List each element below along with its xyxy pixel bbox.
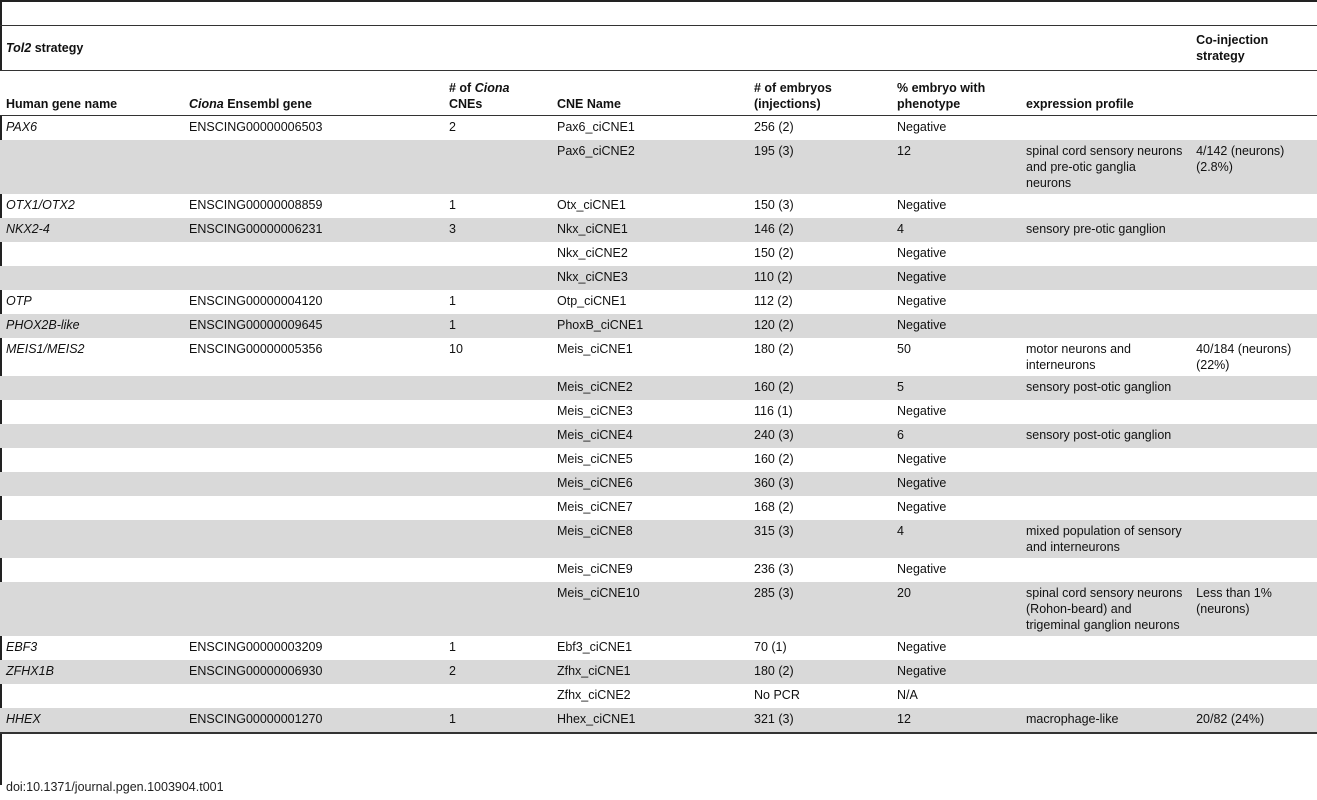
- coinjection-cell: [1190, 684, 1317, 708]
- human-gene-cell: [0, 558, 183, 582]
- col-embryos: # of embryos (injections): [748, 71, 891, 116]
- embryos-cell: 70 (1): [754, 640, 787, 654]
- cne-count-cell: [443, 376, 551, 400]
- expression-cell: mixed population of sensory and interneurons: [1020, 520, 1190, 558]
- expression-cell: [1020, 116, 1190, 141]
- human-gene-cell: [0, 582, 183, 636]
- expression-cell: [1020, 242, 1190, 266]
- table-row: [0, 400, 1317, 424]
- cne-name-cell: Meis_ciCNE2: [551, 376, 748, 400]
- percent-cell: Negative: [897, 500, 947, 514]
- human-gene-cell: PHOX2B-like: [0, 314, 183, 338]
- cne-count-cell: [443, 496, 551, 520]
- human-gene-cell: [0, 400, 183, 424]
- coinjection-cell: [1190, 660, 1317, 684]
- human-gene-cell: [0, 520, 183, 558]
- table-row: [0, 636, 1317, 660]
- embryos-cell: 240 (3): [748, 424, 891, 448]
- cne-count-cell: 2: [443, 660, 551, 684]
- ensembl-gene-cell: ENSCING00000008859: [189, 198, 323, 212]
- ensembl-gene-cell: ENSCING00000005356: [189, 342, 323, 356]
- embryos-cell: 120 (2): [748, 314, 891, 338]
- embryos-cell: 256 (2): [754, 120, 794, 134]
- percent-cell: Negative: [891, 314, 1020, 338]
- coinjection-cell: [1190, 376, 1317, 400]
- percent-cell: N/A: [897, 688, 918, 702]
- embryos-cell: 315 (3): [748, 520, 891, 558]
- ensembl-gene-cell: [183, 684, 443, 708]
- percent-cell: Negative: [897, 198, 947, 212]
- percent-cell: Negative: [897, 452, 947, 466]
- coinjection-cell: [1190, 424, 1317, 448]
- cne-count-cell: [443, 472, 551, 496]
- embryos-cell: 112 (2): [754, 294, 793, 308]
- cne-count-cell: [443, 424, 551, 448]
- table-row: [0, 218, 1317, 242]
- expression-cell: [1020, 496, 1190, 520]
- cne-count-cell: 10: [449, 342, 463, 356]
- embryos-cell: 150 (2): [754, 246, 794, 260]
- cne-name-cell: Ebf3_ciCNE1: [557, 640, 633, 654]
- human-gene-cell: MEIS1/MEIS2: [6, 342, 85, 356]
- cne-count-cell: [443, 400, 551, 424]
- ensembl-gene-cell: ENSCING00000004120: [189, 294, 323, 308]
- percent-cell: Negative: [891, 472, 1020, 496]
- cne-name-cell: Meis_ciCNE4: [551, 424, 748, 448]
- table-row: [0, 338, 1317, 376]
- expression-cell: [1020, 266, 1190, 290]
- coinjection-cell: Less than 1% (neurons): [1190, 582, 1317, 636]
- table-row: [0, 448, 1317, 472]
- percent-cell: Negative: [897, 562, 947, 576]
- expression-cell: [1020, 472, 1190, 496]
- embryos-cell: 236 (3): [754, 562, 794, 576]
- ensembl-gene-cell: ENSCING00000001270: [183, 708, 443, 733]
- ensembl-gene-cell: [183, 448, 443, 472]
- coinjection-cell: 40/184 (neurons) (22%): [1196, 342, 1292, 372]
- embryos-cell: 180 (2): [748, 660, 891, 684]
- expression-cell: [1020, 448, 1190, 472]
- cne-name-cell: Meis_ciCNE6: [551, 472, 748, 496]
- cne-count-cell: 1: [443, 314, 551, 338]
- human-gene-cell: [0, 496, 183, 520]
- human-gene-cell: OTX1/OTX2: [6, 198, 75, 212]
- ensembl-gene-cell: [183, 582, 443, 636]
- coinjection-cell: [1190, 290, 1317, 314]
- table-body: [0, 116, 1317, 734]
- percent-cell: Negative: [897, 640, 947, 654]
- percent-cell: Negative: [897, 120, 947, 134]
- col-coinjection: [1190, 71, 1317, 116]
- coinjection-cell: [1190, 496, 1317, 520]
- coinjection-cell: [1190, 242, 1317, 266]
- cne-count-cell: 2: [449, 120, 456, 134]
- table-row: [0, 582, 1317, 636]
- strategy-header-row: [0, 26, 1317, 71]
- cne-count-cell: 1: [449, 640, 456, 654]
- col-expression: expression profile: [1020, 71, 1190, 116]
- table-row: [0, 424, 1317, 448]
- coinjection-cell: [1190, 520, 1317, 558]
- tol2-strategy-header: Tol2 strategy: [0, 26, 1190, 71]
- ensembl-gene-cell: ENSCING00000006930: [183, 660, 443, 684]
- col-cne-name: CNE Name: [551, 71, 748, 116]
- embryos-cell: 168 (2): [754, 500, 794, 514]
- expression-cell: [1020, 314, 1190, 338]
- cne-name-cell: Otp_ciCNE1: [557, 294, 627, 308]
- table-row: [0, 708, 1317, 733]
- expression-cell: [1020, 660, 1190, 684]
- coinjection-cell: [1190, 194, 1317, 218]
- human-gene-cell: OTP: [6, 294, 32, 308]
- cne-name-cell: Meis_ciCNE8: [551, 520, 748, 558]
- expression-cell: [1020, 290, 1190, 314]
- cne-name-cell: Pax6_ciCNE2: [551, 140, 748, 194]
- cne-name-cell: Meis_ciCNE3: [557, 404, 633, 418]
- human-gene-cell: HHEX: [0, 708, 183, 733]
- human-gene-cell: PAX6: [6, 120, 38, 134]
- expression-cell: spinal cord sensory neurons and pre-otic ganglia neurons: [1020, 140, 1190, 194]
- cne-count-cell: [443, 266, 551, 290]
- coinjection-header: Co-injection strategy: [1190, 26, 1317, 71]
- cne-name-cell: Hhex_ciCNE1: [551, 708, 748, 733]
- coinjection-cell: [1190, 218, 1317, 242]
- table-row: [0, 496, 1317, 520]
- ensembl-gene-cell: [183, 242, 443, 266]
- human-gene-cell: [0, 140, 183, 194]
- expression-cell: motor neurons and interneurons: [1026, 342, 1131, 372]
- percent-cell: Negative: [891, 266, 1020, 290]
- expression-cell: [1020, 684, 1190, 708]
- expression-cell: sensory post-otic ganglion: [1020, 376, 1190, 400]
- embryos-cell: 160 (2): [748, 376, 891, 400]
- cne-count-cell: [443, 520, 551, 558]
- table-row: [0, 314, 1317, 338]
- expression-cell: sensory pre-otic ganglion: [1020, 218, 1190, 242]
- percent-cell: Negative: [897, 246, 947, 260]
- cne-count-cell: 1: [443, 708, 551, 733]
- percent-cell: Negative: [897, 404, 947, 418]
- table-row: [0, 660, 1317, 684]
- embryos-cell: No PCR: [754, 688, 800, 702]
- ensembl-gene-cell: [183, 424, 443, 448]
- embryos-cell: 360 (3): [748, 472, 891, 496]
- coinjection-cell: [1190, 448, 1317, 472]
- cne-name-cell: Zfhx_ciCNE1: [551, 660, 748, 684]
- cne-name-cell: Meis_ciCNE7: [557, 500, 633, 514]
- percent-cell: 5: [891, 376, 1020, 400]
- expression-cell: macrophage-like: [1020, 708, 1190, 733]
- cne-count-cell: 1: [449, 198, 456, 212]
- cne-name-cell: Nkx_ciCNE2: [557, 246, 628, 260]
- embryos-cell: 116 (1): [754, 404, 793, 418]
- cne-name-cell: Nkx_ciCNE1: [551, 218, 748, 242]
- ensembl-gene-cell: [183, 266, 443, 290]
- table-row: [0, 558, 1317, 582]
- table-row: [0, 266, 1317, 290]
- col-num-cnes: # of Ciona CNEs: [443, 71, 551, 116]
- ensembl-gene-cell: [183, 496, 443, 520]
- table-row: [0, 376, 1317, 400]
- ensembl-gene-cell: [183, 558, 443, 582]
- results-table: [0, 25, 1317, 734]
- expression-cell: [1020, 194, 1190, 218]
- percent-cell: 50: [897, 342, 911, 356]
- percent-cell: Negative: [897, 294, 947, 308]
- expression-cell: spinal cord sensory neurons (Rohon-beard) and trigeminal ganglion neurons: [1020, 582, 1190, 636]
- percent-cell: 12: [891, 140, 1020, 194]
- cne-name-cell: Zfhx_ciCNE2: [557, 688, 631, 702]
- embryos-cell: 146 (2): [748, 218, 891, 242]
- embryos-cell: 285 (3): [748, 582, 891, 636]
- coinjection-cell: [1190, 314, 1317, 338]
- ensembl-gene-cell: [183, 376, 443, 400]
- coinjection-cell: [1190, 636, 1317, 660]
- coinjection-cell: 20/82 (24%): [1190, 708, 1317, 733]
- human-gene-cell: EBF3: [6, 640, 38, 654]
- ensembl-gene-cell: ENSCING00000003209: [189, 640, 323, 654]
- col-percent: % embryo with phenotype: [891, 71, 1020, 116]
- coinjection-cell: [1190, 116, 1317, 141]
- table-row: [0, 194, 1317, 218]
- cne-name-cell: Pax6_ciCNE1: [557, 120, 635, 134]
- expression-cell: sensory post-otic ganglion: [1020, 424, 1190, 448]
- cne-count-cell: [443, 140, 551, 194]
- human-gene-cell: NKX2-4: [0, 218, 183, 242]
- table-row: [0, 140, 1317, 194]
- cne-name-cell: Otx_ciCNE1: [557, 198, 626, 212]
- table-row: [0, 116, 1317, 141]
- cne-name-cell: Meis_ciCNE5: [557, 452, 633, 466]
- coinjection-cell: 4/142 (neurons) (2.8%): [1190, 140, 1317, 194]
- cne-name-cell: Nkx_ciCNE3: [551, 266, 748, 290]
- percent-cell: 4: [891, 218, 1020, 242]
- ensembl-gene-cell: ENSCING00000006503: [189, 120, 323, 134]
- table-row: [0, 290, 1317, 314]
- coinjection-cell: [1190, 558, 1317, 582]
- expression-cell: [1020, 400, 1190, 424]
- cne-name-cell: PhoxB_ciCNE1: [551, 314, 748, 338]
- doi-caption: doi:10.1371/journal.pgen.1003904.t001: [6, 780, 224, 794]
- embryos-cell: 150 (3): [754, 198, 794, 212]
- ensembl-gene-cell: ENSCING00000006231: [183, 218, 443, 242]
- embryos-cell: 160 (2): [754, 452, 794, 466]
- expression-cell: [1020, 636, 1190, 660]
- embryos-cell: 321 (3): [748, 708, 891, 733]
- human-gene-cell: [0, 266, 183, 290]
- cne-name-cell: Meis_ciCNE1: [557, 342, 633, 356]
- cne-count-cell: [443, 448, 551, 472]
- cne-count-cell: [443, 684, 551, 708]
- human-gene-cell: [0, 376, 183, 400]
- percent-cell: Negative: [891, 660, 1020, 684]
- human-gene-cell: [0, 424, 183, 448]
- embryos-cell: 195 (3): [748, 140, 891, 194]
- human-gene-cell: [0, 448, 183, 472]
- cne-name-cell: Meis_ciCNE10: [551, 582, 748, 636]
- ensembl-gene-cell: [183, 520, 443, 558]
- cne-count-cell: [443, 242, 551, 266]
- percent-cell: 12: [891, 708, 1020, 733]
- embryos-cell: 110 (2): [748, 266, 891, 290]
- expression-cell: [1020, 558, 1190, 582]
- top-rule: [0, 0, 1317, 2]
- human-gene-cell: [0, 242, 183, 266]
- table-row: [0, 520, 1317, 558]
- ensembl-gene-cell: ENSCING00000009645: [183, 314, 443, 338]
- table-row: [0, 242, 1317, 266]
- coinjection-cell: [1190, 266, 1317, 290]
- percent-cell: 4: [891, 520, 1020, 558]
- ensembl-gene-cell: [183, 140, 443, 194]
- col-human-gene: Human gene name: [0, 71, 183, 116]
- col-ciona-gene: Ciona Ensembl gene: [183, 71, 443, 116]
- ensembl-gene-cell: [183, 472, 443, 496]
- human-gene-cell: [0, 472, 183, 496]
- column-header-row: [0, 71, 1317, 116]
- human-gene-cell: [0, 684, 183, 708]
- human-gene-cell: ZFHX1B: [0, 660, 183, 684]
- table-row: [0, 684, 1317, 708]
- embryos-cell: 180 (2): [754, 342, 794, 356]
- coinjection-cell: [1190, 472, 1317, 496]
- cne-count-cell: [443, 558, 551, 582]
- percent-cell: 20: [891, 582, 1020, 636]
- cne-count-cell: 3: [443, 218, 551, 242]
- table-row: [0, 472, 1317, 496]
- cne-count-cell: 1: [449, 294, 456, 308]
- ensembl-gene-cell: [183, 400, 443, 424]
- percent-cell: 6: [891, 424, 1020, 448]
- coinjection-cell: [1190, 400, 1317, 424]
- cne-count-cell: [443, 582, 551, 636]
- cne-name-cell: Meis_ciCNE9: [557, 562, 633, 576]
